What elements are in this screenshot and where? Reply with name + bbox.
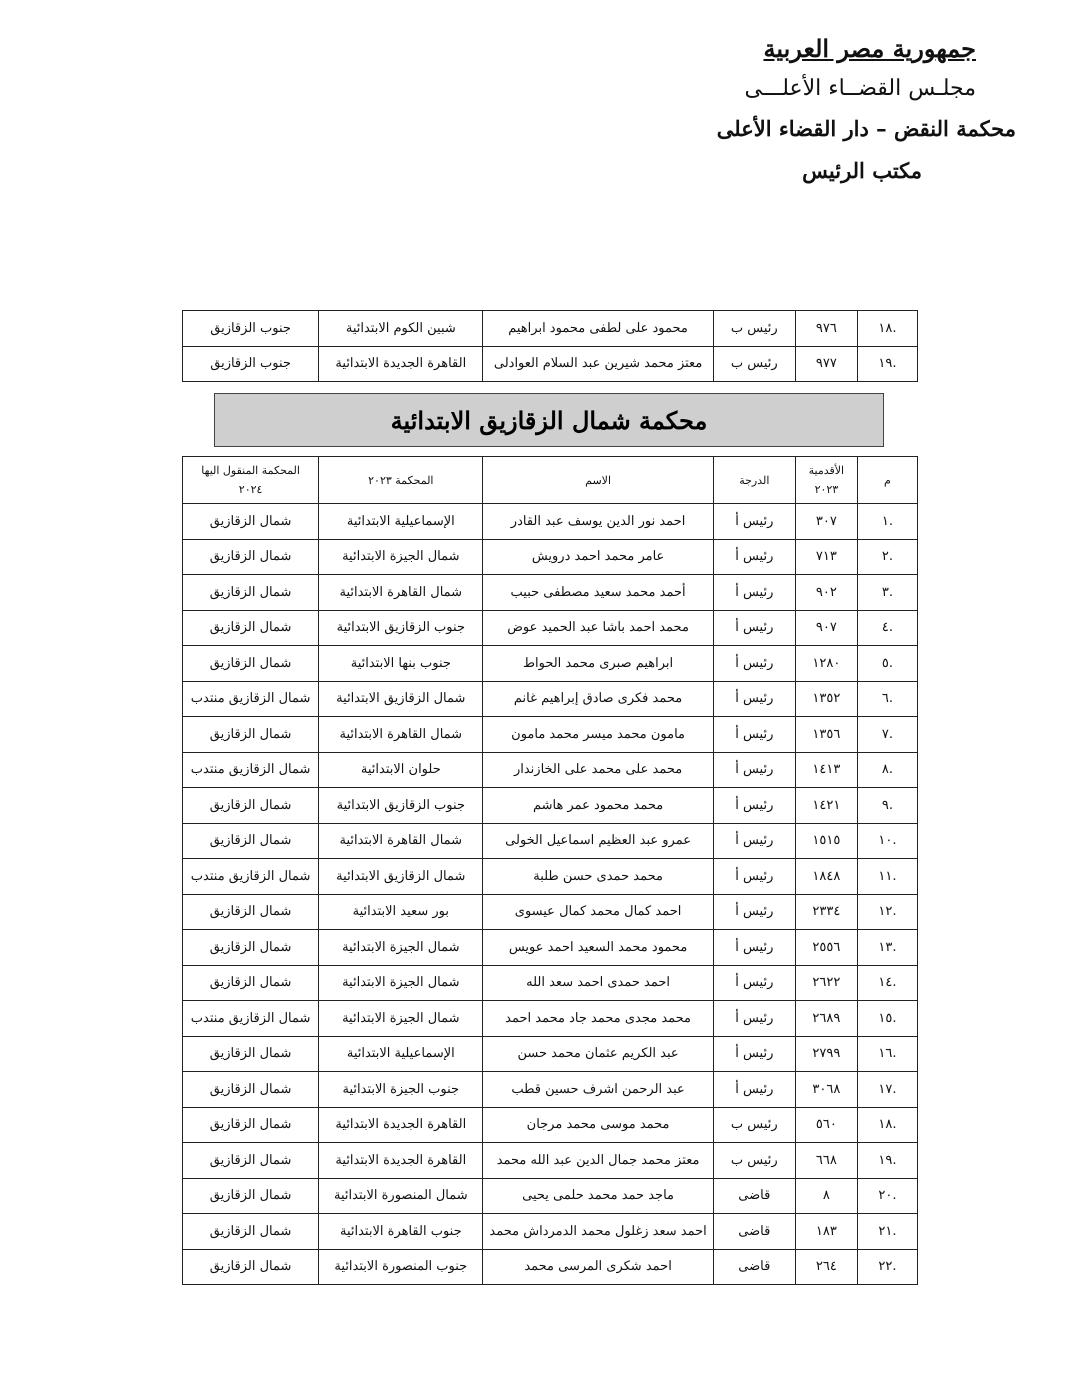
cell-name: محمود على لطفى محمود ابراهيم bbox=[483, 311, 713, 347]
cell-seniority: ١٥١٥ bbox=[795, 823, 857, 859]
cell-number: .٨ bbox=[857, 752, 917, 788]
cell-grade: قاضى bbox=[713, 1214, 795, 1250]
cell-court-2023: شمال المنصورة الابتدائية bbox=[319, 1178, 483, 1214]
cell-court-to: شمال الزقازيق bbox=[183, 504, 319, 540]
cell-court-2023: حلوان الابتدائية bbox=[319, 752, 483, 788]
cell-seniority: ٢٦٨٩ bbox=[795, 1001, 857, 1037]
cell-number: .٥ bbox=[857, 646, 917, 682]
cell-court-2023: شمال الجيزة الابتدائية bbox=[319, 965, 483, 1001]
cell-name: محمود محمد السعيد احمد عويس bbox=[483, 930, 713, 966]
cell-court-2023: شمال القاهرة الابتدائية bbox=[319, 823, 483, 859]
top-table bbox=[182, 310, 918, 382]
col-grade: الدرجة bbox=[713, 457, 795, 504]
cell-court-2023: جنوب الزقازيق الابتدائية bbox=[319, 610, 483, 646]
cell-court-2023: جنوب الجيزة الابتدائية bbox=[319, 1072, 483, 1108]
cell-grade: قاضى bbox=[713, 1178, 795, 1214]
cell-court-2023: شمال الجيزة الابتدائية bbox=[319, 539, 483, 575]
table-row bbox=[183, 1072, 918, 1108]
cell-court-2023: جنوب بنها الابتدائية bbox=[319, 646, 483, 682]
table-row bbox=[183, 1001, 918, 1037]
cell-seniority: ٥٦٠ bbox=[795, 1107, 857, 1143]
cell-court-to: شمال الزقازيق منتدب bbox=[183, 1001, 319, 1037]
cell-seniority: ٢٣٣٤ bbox=[795, 894, 857, 930]
table-row bbox=[183, 575, 918, 611]
cell-name: محمد حمدى حسن طلبة bbox=[483, 859, 713, 895]
cell-court-2023: القاهرة الجديدة الابتدائية bbox=[319, 1143, 483, 1179]
table-row bbox=[183, 681, 918, 717]
header-court: محكمة النقض – دار القضاء الأعلى bbox=[716, 116, 1016, 141]
col-m: م bbox=[857, 457, 917, 504]
col-court-to: المحكمة المنقول اليها ٢٠٢٤ bbox=[183, 457, 319, 504]
cell-name: احمد كمال محمد كمال عيسوى bbox=[483, 894, 713, 930]
cell-court-2023: شبين الكوم الابتدائية bbox=[319, 311, 483, 347]
table-row bbox=[183, 610, 918, 646]
cell-seniority: ٩٠٧ bbox=[795, 610, 857, 646]
cell-seniority: ١٨٤٨ bbox=[795, 859, 857, 895]
cell-name: ابراهيم صبرى محمد الحواط bbox=[483, 646, 713, 682]
cell-number: .١٩ bbox=[857, 346, 917, 382]
cell-court-to: شمال الزقازيق bbox=[183, 1178, 319, 1214]
cell-grade: رئيس أ bbox=[713, 1036, 795, 1072]
cell-seniority: ٩٧٦ bbox=[795, 311, 857, 347]
cell-grade: رئيس أ bbox=[713, 1001, 795, 1037]
cell-court-2023: جنوب القاهرة الابتدائية bbox=[319, 1214, 483, 1250]
cell-grade: رئيس أ bbox=[713, 610, 795, 646]
cell-grade: رئيس أ bbox=[713, 930, 795, 966]
cell-court-2023: شمال القاهرة الابتدائية bbox=[319, 575, 483, 611]
cell-number: .١٧ bbox=[857, 1072, 917, 1108]
cell-court-2023: جنوب الزقازيق الابتدائية bbox=[319, 788, 483, 824]
cell-grade: رئيس أ bbox=[713, 823, 795, 859]
table-row bbox=[183, 788, 918, 824]
cell-number: .٢٠ bbox=[857, 1178, 917, 1214]
cell-court-to: شمال الزقازيق bbox=[183, 823, 319, 859]
cell-name: احمد سعد زغلول محمد الدمرداش محمد bbox=[483, 1214, 713, 1250]
cell-number: .٢١ bbox=[857, 1214, 917, 1250]
cell-court-to: شمال الزقازيق bbox=[183, 610, 319, 646]
cell-seniority: ١٤١٣ bbox=[795, 752, 857, 788]
table-row bbox=[183, 965, 918, 1001]
cell-name: محمد فكرى صادق إبراهيم غانم bbox=[483, 681, 713, 717]
cell-court-2023: القاهرة الجديدة الابتدائية bbox=[319, 1107, 483, 1143]
table-row bbox=[183, 504, 918, 540]
cell-seniority: ٣٠٦٨ bbox=[795, 1072, 857, 1108]
cell-name: محمد موسى محمد مرجان bbox=[483, 1107, 713, 1143]
table-row bbox=[183, 646, 918, 682]
cell-court-to: شمال الزقازيق منتدب bbox=[183, 752, 319, 788]
cell-number: .١١ bbox=[857, 859, 917, 895]
cell-number: .٤ bbox=[857, 610, 917, 646]
cell-number: .١٦ bbox=[857, 1036, 917, 1072]
cell-number: .١٨ bbox=[857, 1107, 917, 1143]
cell-seniority: ٧١٣ bbox=[795, 539, 857, 575]
table-row bbox=[183, 311, 918, 347]
cell-number: .١٨ bbox=[857, 311, 917, 347]
cell-number: .٢ bbox=[857, 539, 917, 575]
cell-seniority: ٢٧٩٩ bbox=[795, 1036, 857, 1072]
cell-name: عبد الرحمن اشرف حسين قطب bbox=[483, 1072, 713, 1108]
table-row bbox=[183, 894, 918, 930]
cell-court-to: شمال الزقازيق bbox=[183, 1214, 319, 1250]
cell-seniority: ٣٠٧ bbox=[795, 504, 857, 540]
cell-court-to: شمال الزقازيق bbox=[183, 1072, 319, 1108]
cell-name: مامون محمد ميسر محمد مامون bbox=[483, 717, 713, 753]
cell-court-to: جنوب الزقازيق bbox=[183, 346, 319, 382]
cell-court-2023: شمال الزقازيق الابتدائية bbox=[319, 859, 483, 895]
cell-court-to: شمال الزقازيق bbox=[183, 539, 319, 575]
cell-number: .٧ bbox=[857, 717, 917, 753]
table-row bbox=[183, 752, 918, 788]
table-row bbox=[183, 1107, 918, 1143]
cell-number: .١٩ bbox=[857, 1143, 917, 1179]
cell-number: .١٠ bbox=[857, 823, 917, 859]
cell-court-2023: الإسماعيلية الابتدائية bbox=[319, 1036, 483, 1072]
cell-grade: رئيس أ bbox=[713, 681, 795, 717]
table-row bbox=[183, 1036, 918, 1072]
cell-grade: رئيس أ bbox=[713, 965, 795, 1001]
cell-grade: رئيس ب bbox=[713, 311, 795, 347]
cell-seniority: ١٨٣ bbox=[795, 1214, 857, 1250]
cell-grade: رئيس ب bbox=[713, 346, 795, 382]
cell-seniority: ١٤٢١ bbox=[795, 788, 857, 824]
table-row bbox=[183, 930, 918, 966]
cell-seniority: ٦٦٨ bbox=[795, 1143, 857, 1179]
cell-name: محمد محمود عمر هاشم bbox=[483, 788, 713, 824]
table-row bbox=[183, 859, 918, 895]
cell-court-to: شمال الزقازيق bbox=[183, 717, 319, 753]
cell-court-2023: شمال القاهرة الابتدائية bbox=[319, 717, 483, 753]
cell-seniority: ٩٠٢ bbox=[795, 575, 857, 611]
cell-court-2023: الإسماعيلية الابتدائية bbox=[319, 504, 483, 540]
cell-number: .١٥ bbox=[857, 1001, 917, 1037]
cell-court-2023: بور سعيد الابتدائية bbox=[319, 894, 483, 930]
cell-seniority: ٩٧٧ bbox=[795, 346, 857, 382]
cell-grade: رئيس أ bbox=[713, 859, 795, 895]
cell-court-to: جنوب الزقازيق bbox=[183, 311, 319, 347]
cell-seniority: ١٣٥٢ bbox=[795, 681, 857, 717]
cell-grade: رئيس أ bbox=[713, 894, 795, 930]
table-row bbox=[183, 823, 918, 859]
table-row bbox=[183, 346, 918, 382]
cell-court-to: شمال الزقازيق bbox=[183, 965, 319, 1001]
cell-court-to: شمال الزقازيق bbox=[183, 1143, 319, 1179]
cell-name: ماجد حمد محمد حلمى يحيى bbox=[483, 1178, 713, 1214]
cell-court-to: شمال الزقازيق bbox=[183, 646, 319, 682]
table-row bbox=[183, 1143, 918, 1179]
cell-name: محمد على محمد على الخازندار bbox=[483, 752, 713, 788]
cell-seniority: ٢٦٤ bbox=[795, 1249, 857, 1285]
cell-court-2023: شمال الجيزة الابتدائية bbox=[319, 930, 483, 966]
cell-seniority: ٢٦٢٢ bbox=[795, 965, 857, 1001]
cell-court-to: شمال الزقازيق bbox=[183, 1107, 319, 1143]
cell-court-to: شمال الزقازيق bbox=[183, 575, 319, 611]
cell-court-to: شمال الزقازيق bbox=[183, 894, 319, 930]
cell-number: .١ bbox=[857, 504, 917, 540]
cell-number: .٩ bbox=[857, 788, 917, 824]
cell-number: .٦ bbox=[857, 681, 917, 717]
cell-court-2023: شمال الزقازيق الابتدائية bbox=[319, 681, 483, 717]
col-seniority: الأقدمية ٢٠٢٣ bbox=[795, 457, 857, 504]
cell-number: .٣ bbox=[857, 575, 917, 611]
table-header-row bbox=[183, 457, 918, 504]
assignments-table bbox=[182, 456, 918, 1285]
header-council: مجلـس القضــاء الأعلـــى bbox=[744, 76, 976, 101]
cell-court-2023: جنوب المنصورة الابتدائية bbox=[319, 1249, 483, 1285]
cell-seniority: ١٣٥٦ bbox=[795, 717, 857, 753]
cell-grade: رئيس أ bbox=[713, 539, 795, 575]
cell-seniority: ١٢٨٠ bbox=[795, 646, 857, 682]
header-republic: جمهورية مصر العربية bbox=[763, 34, 976, 63]
cell-name: معتز محمد شيرين عبد السلام العوادلى bbox=[483, 346, 713, 382]
cell-name: احمد شكرى المرسى محمد bbox=[483, 1249, 713, 1285]
cell-grade: رئيس أ bbox=[713, 788, 795, 824]
cell-grade: رئيس ب bbox=[713, 1143, 795, 1179]
cell-seniority: ٢٥٥٦ bbox=[795, 930, 857, 966]
cell-number: .١٤ bbox=[857, 965, 917, 1001]
table-row bbox=[183, 539, 918, 575]
cell-court-to: شمال الزقازيق منتدب bbox=[183, 681, 319, 717]
cell-court-2023: شمال الجيزة الابتدائية bbox=[319, 1001, 483, 1037]
table-row bbox=[183, 717, 918, 753]
cell-name: عمرو عبد العظيم اسماعيل الخولى bbox=[483, 823, 713, 859]
table-row bbox=[183, 1214, 918, 1250]
cell-number: .٢٢ bbox=[857, 1249, 917, 1285]
cell-name: معتز محمد جمال الدين عبد الله محمد bbox=[483, 1143, 713, 1179]
cell-grade: رئيس أ bbox=[713, 752, 795, 788]
cell-name: محمد احمد باشا عبد الحميد عوض bbox=[483, 610, 713, 646]
cell-name: احمد حمدى احمد سعد الله bbox=[483, 965, 713, 1001]
col-name: الاسم bbox=[483, 457, 713, 504]
cell-grade: رئيس أ bbox=[713, 646, 795, 682]
cell-name: عامر محمد احمد درويش bbox=[483, 539, 713, 575]
cell-grade: رئيس ب bbox=[713, 1107, 795, 1143]
cell-court-to: شمال الزقازيق bbox=[183, 1249, 319, 1285]
cell-court-to: شمال الزقازيق bbox=[183, 930, 319, 966]
table-row bbox=[183, 1178, 918, 1214]
cell-grade: رئيس أ bbox=[713, 575, 795, 611]
cell-grade: رئيس أ bbox=[713, 1072, 795, 1108]
cell-name: أحمد محمد سعيد مصطفى حبيب bbox=[483, 575, 713, 611]
cell-name: عبد الكريم عثمان محمد حسن bbox=[483, 1036, 713, 1072]
cell-court-2023: القاهرة الجديدة الابتدائية bbox=[319, 346, 483, 382]
col-court-2023: المحكمة ٢٠٢٣ bbox=[319, 457, 483, 504]
table-row bbox=[183, 1249, 918, 1285]
cell-court-to: شمال الزقازيق bbox=[183, 788, 319, 824]
cell-grade: رئيس أ bbox=[713, 717, 795, 753]
cell-seniority: ٨ bbox=[795, 1178, 857, 1214]
cell-court-to: شمال الزقازيق bbox=[183, 1036, 319, 1072]
cell-number: .١٢ bbox=[857, 894, 917, 930]
cell-court-to: شمال الزقازيق منتدب bbox=[183, 859, 319, 895]
cell-name: احمد نور الدين يوسف عبد القادر bbox=[483, 504, 713, 540]
cell-grade: قاضى bbox=[713, 1249, 795, 1285]
section-title: محكمة شمال الزقازيق الابتدائية bbox=[214, 393, 884, 447]
cell-name: محمد مجدى محمد جاد محمد احمد bbox=[483, 1001, 713, 1037]
cell-grade: رئيس أ bbox=[713, 504, 795, 540]
cell-number: .١٣ bbox=[857, 930, 917, 966]
header-office: مكتب الرئيس bbox=[802, 158, 922, 183]
